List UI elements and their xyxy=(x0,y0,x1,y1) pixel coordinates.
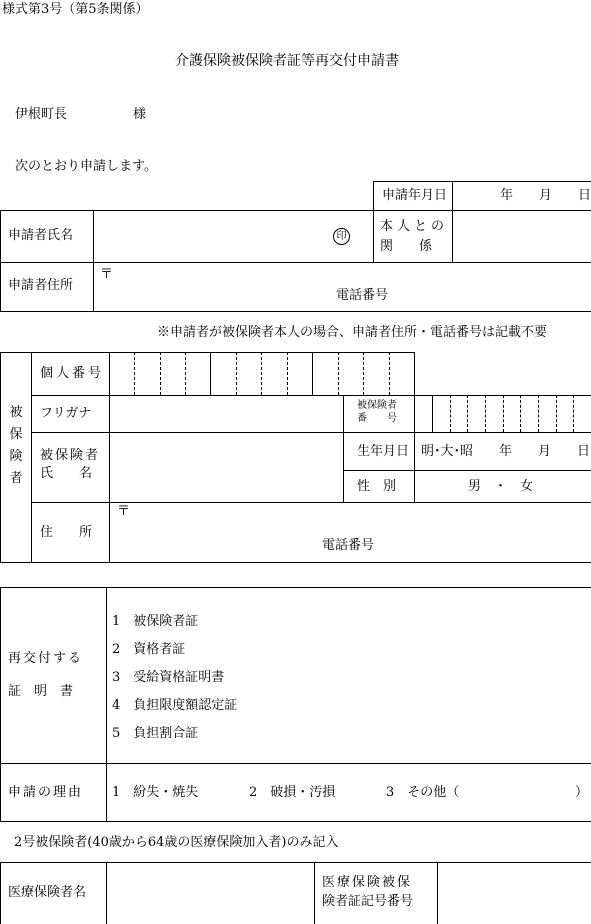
relation-label-1: 本人との xyxy=(380,219,449,234)
addressee: 伊根町長 xyxy=(15,107,68,122)
insurer-name-label: 医療保険者名 xyxy=(8,885,87,900)
reissue-item-3[interactable]: 3 受給資格証明書 xyxy=(112,670,225,685)
reissue-item-5[interactable]: 5 負担割合証 xyxy=(112,726,199,741)
reissue-label-1: 再交付する xyxy=(8,651,84,666)
insured-phone-label: 電話番号 xyxy=(322,538,375,553)
insured-name-label-2: 氏 名 xyxy=(40,466,93,481)
reissue-item-4[interactable]: 4 負担限度額認定証 xyxy=(112,698,238,713)
reissue-item-2[interactable]: 2 資格者証 xyxy=(112,642,186,657)
applicant-postal-mark: 〒 xyxy=(100,267,114,282)
intro-text: 次のとおり申請します。 xyxy=(15,159,157,174)
page-title: 介護保険被保険者証等再交付申請書 xyxy=(175,53,399,69)
insured-section-label: 被 保 険 者 xyxy=(9,405,23,486)
personal-number-label: 個人番号 xyxy=(40,366,105,381)
applicant-name-label: 申請者氏名 xyxy=(8,228,74,243)
reason-option-1[interactable]: 1 紛失・焼失 xyxy=(112,785,199,800)
honorific: 様 xyxy=(133,107,147,122)
address-note: ※申請者が被保険者本人の場合、申請者住所・電話番号は記載不要 xyxy=(157,325,548,340)
furigana-label: フリガナ xyxy=(40,406,92,421)
reissue-item-1[interactable]: 1 被保険者証 xyxy=(112,614,199,629)
reason-label: 申請の理由 xyxy=(8,785,84,800)
seal-mark: 印 xyxy=(333,228,350,245)
insured-number-label-1: 被保険者 xyxy=(357,400,397,411)
sex-options[interactable]: 男 ・ 女 xyxy=(468,479,534,494)
cert-number-label-2: 険者証記号番号 xyxy=(322,894,414,909)
insured-postal-mark: 〒 xyxy=(117,504,131,519)
sex-label: 性 別 xyxy=(357,479,397,494)
insured-address-label: 住 所 xyxy=(40,525,93,540)
birthdate-label: 生年月日 xyxy=(357,444,410,459)
birthdate-field[interactable]: 明･大･昭 年 月 日 xyxy=(421,444,591,459)
insured-name-label-1: 被保険者 xyxy=(40,448,101,463)
reason-option-2[interactable]: 2 破損・汚損 xyxy=(249,785,336,800)
secondary-note: 2号被保険者(40歳から64歳の医療保険加入者)のみ記入 xyxy=(14,835,339,850)
applicant-phone-label: 電話番号 xyxy=(336,288,389,303)
cert-number-label-1: 医療保険被保 xyxy=(322,875,413,890)
application-date-label: 申請年月日 xyxy=(382,188,448,203)
insured-number-label-2: 番 号 xyxy=(357,413,397,424)
relation-label-2: 関 係 xyxy=(380,239,433,254)
reason-close-paren: ） xyxy=(575,785,589,800)
reason-option-3[interactable]: 3 その他（ xyxy=(386,785,460,800)
form-number: 様式第3号（第5条関係） xyxy=(2,2,149,17)
reissue-label-2: 証 明 書 xyxy=(8,684,74,699)
application-date-field[interactable]: 年 月 日 xyxy=(500,188,591,203)
applicant-address-label: 申請者住所 xyxy=(8,278,74,293)
